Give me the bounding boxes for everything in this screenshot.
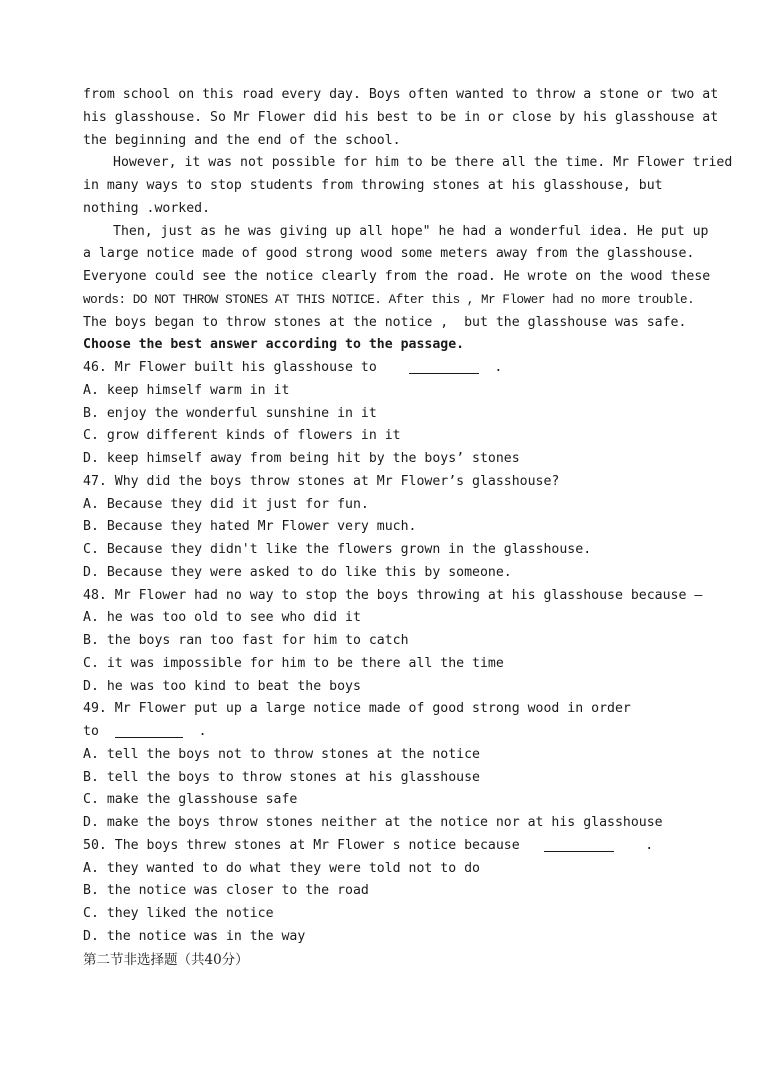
option: D. the notice was in the way xyxy=(83,928,306,944)
option: D. make the boys throw stones neither at the notice nor at his glasshouse xyxy=(83,815,663,830)
option: A. tell the boys not to throw stones at the notice xyxy=(83,746,480,762)
question-stem: 49. Mr Flower put up a large notice made of good strong wood in order xyxy=(83,701,631,717)
option: B. Because they hated Mr Flower very much. xyxy=(83,519,417,535)
passage xyxy=(83,84,733,334)
option: A. they wanted to do what they were told not to do xyxy=(83,860,480,876)
passage-line: a large notice made of good strong wood some meters away from the glasshouse. xyxy=(83,246,695,262)
question-stem-line2 xyxy=(83,721,693,744)
option: A. Because they did it just for fun. xyxy=(83,496,369,512)
option: B. the boys ran too fast for him to catch xyxy=(83,633,409,648)
question-46 xyxy=(83,357,693,471)
option: C. Because they didn't like the flowers grown in the glasshouse. xyxy=(83,542,592,557)
question-stem-end: . xyxy=(198,724,207,739)
question-48 xyxy=(83,585,703,699)
option: C. they liked the notice xyxy=(83,906,274,921)
option: C. grow different kinds of flowers in it xyxy=(83,428,401,444)
option: D. keep himself away from being hit by the boys’ stones xyxy=(83,451,520,466)
passage-line: words: DO NOT THROW STONES AT THIS NOTICE. After this , Mr Flower had no more trouble. xyxy=(83,292,695,307)
question-stem-text: to xyxy=(83,724,99,739)
option: D. Because they were asked to do like this by someone. xyxy=(83,564,512,580)
option: C. make the glasshouse safe xyxy=(83,792,298,808)
question-stem: 48. Mr Flower had no way to stop the boys throwing at his glasshouse because – xyxy=(83,587,703,603)
question-stem-text: 46. Mr Flower built his glasshouse to xyxy=(83,360,377,375)
passage-line: his glasshouse. So Mr Flower did his best to be in or close by his glasshouse at xyxy=(83,109,719,125)
question-stem-end: . xyxy=(494,360,503,375)
passage-line: nothing .worked. xyxy=(83,200,211,216)
question-stem: 47. Why did the boys throw stones at Mr Flower’s glasshouse? xyxy=(83,473,560,489)
question-stem-end: . xyxy=(645,837,654,853)
option: C. it was impossible for him to be there all the time xyxy=(83,655,504,671)
answer-blank xyxy=(409,359,479,374)
passage-line: in many ways to stop students from throwing stones at his glasshouse, but xyxy=(83,178,663,193)
passage-line: Then, just as he was giving up all hope" he had a wonderful idea. He put up xyxy=(113,223,709,239)
question-stem xyxy=(83,835,693,858)
question-47 xyxy=(83,471,693,585)
answer-blank xyxy=(544,837,614,852)
instruction: Choose the best answer according to the passage. xyxy=(83,337,465,353)
document-page xyxy=(83,84,733,971)
option: D. he was too kind to beat the boys xyxy=(83,678,361,694)
passage-line: from school on this road every day. Boys often wanted to throw a stone or two at xyxy=(83,87,719,102)
passage-line: The boys began to throw stones at the notice , but the glasshouse was safe. xyxy=(83,314,687,330)
question-stem-text: 50. The boys threw stones at Mr Flower s notice because xyxy=(83,837,520,853)
option: B. tell the boys to throw stones at his glasshouse xyxy=(83,769,480,785)
question-50 xyxy=(83,835,693,949)
passage-line: However, it was not possible for him to be there all the time. Mr Flower tried xyxy=(113,155,733,171)
question-49 xyxy=(83,698,693,835)
section-heading: 第二节非选择题（共40分） xyxy=(83,951,249,968)
passage-line: Everyone could see the notice clearly from the road. He wrote on the wood these xyxy=(83,269,711,284)
passage-line: the beginning and the end of the school. xyxy=(83,132,401,148)
option: A. he was too old to see who did it xyxy=(83,610,361,626)
option: A. keep himself warm in it xyxy=(83,382,290,398)
answer-blank xyxy=(115,723,183,738)
question-stem xyxy=(83,357,693,380)
option: B. the notice was closer to the road xyxy=(83,883,369,899)
option: B. enjoy the wonderful sunshine in it xyxy=(83,405,377,421)
